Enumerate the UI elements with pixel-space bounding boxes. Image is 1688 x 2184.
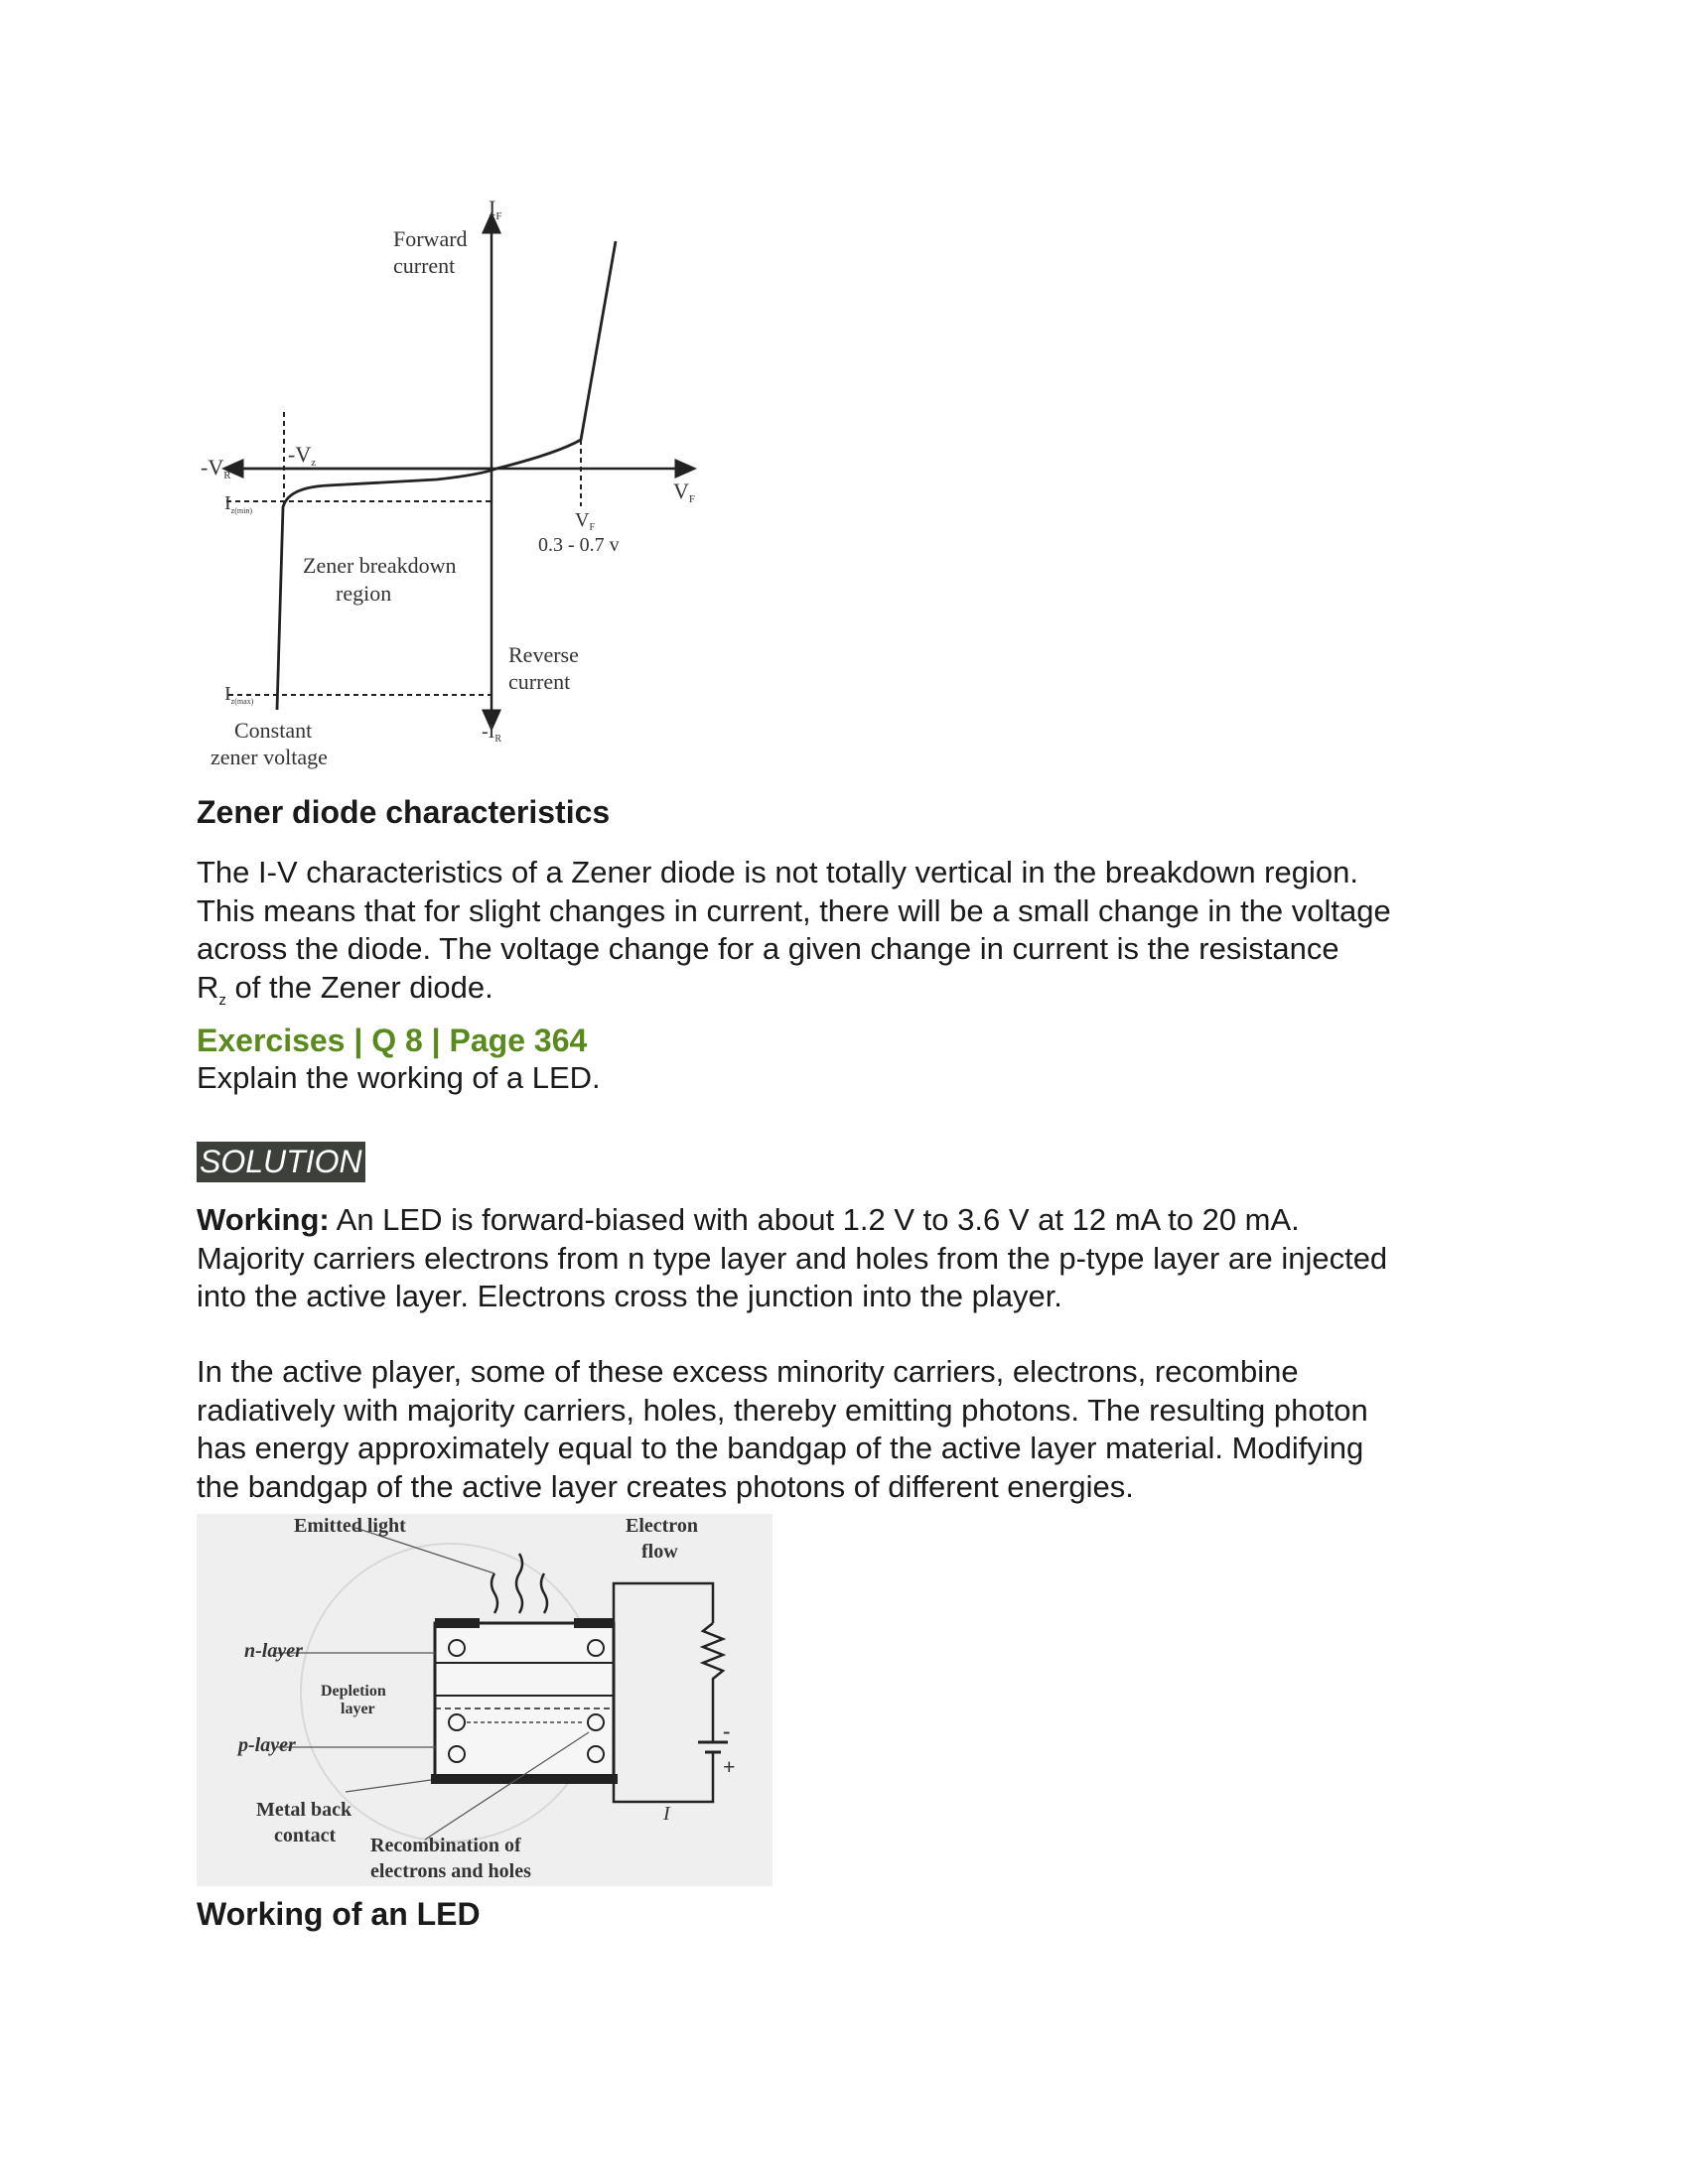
working-paragraph	[197, 1201, 1517, 1316]
recombination-label-1: Recombination of	[370, 1835, 521, 1856]
reverse-current-label-1: Reverse	[508, 642, 579, 667]
led-chip	[435, 1623, 614, 1777]
electron-flow-label-2: flow	[641, 1541, 678, 1563]
p-layer-label: p-layer	[238, 1734, 296, 1756]
working-lead: Working:	[197, 1202, 330, 1237]
depletion-layer-label-1: Depletion	[321, 1683, 386, 1700]
battery-minus-label: -	[723, 1718, 731, 1743]
iv-curve	[277, 241, 616, 710]
izmax-label: $I_{z(max)}$	[224, 683, 254, 706]
zener-para-line-2: This means that for slight changes in current, there will be a small change in the voltage	[197, 892, 1391, 928]
neg-ir-label: $-I_R$	[482, 721, 501, 745]
breakdown-region-label-2: region	[336, 581, 392, 606]
exercise-question: Explain the working of a LED.	[197, 1060, 601, 1095]
recombination-label-2: electrons and holes	[370, 1860, 531, 1882]
depletion-layer-label-2: layer	[341, 1701, 375, 1717]
vf-range-label: 0.3 - 0.7 v	[538, 534, 620, 556]
neg-vz-label: -Vz	[288, 442, 317, 469]
electron-flow-label-1: Electron	[626, 1515, 698, 1537]
emitted-light-label: Emitted light	[294, 1515, 406, 1537]
led-caption: Working of an LED	[197, 1896, 481, 1932]
zener-paragraph	[197, 854, 1507, 1020]
led-working-diagram	[197, 1514, 773, 1886]
reverse-current-label-2: current	[508, 669, 571, 694]
para2-line-1: In the active player, some of these excess minority carriers, electrons, recombine	[197, 1354, 1299, 1389]
zener-para-line-3: across the diode. The voltage change for a given change in current is the resistance	[197, 931, 1339, 966]
solution-label: SOLUTION	[197, 1142, 365, 1182]
zener-characteristics-diagram	[189, 194, 705, 789]
constant-zener-label-2: zener voltage	[211, 745, 328, 769]
working-line-2: Majority carriers electrons from n type layer and holes from the p-type layer are injected	[197, 1240, 1388, 1276]
rz-subscript: z	[218, 991, 226, 1009]
metal-back-contact	[431, 1774, 618, 1784]
forward-current-label-2: current	[393, 253, 456, 278]
working-line-1: An LED is forward-biased with about 1.2 V to 3.6 V at 12 mA to 20 mA.	[329, 1202, 1300, 1237]
n-layer-label: n-layer	[244, 1640, 303, 1662]
para2-line-2: radiatively with majority carriers, holes, thereby emitting photons. The resulting photon	[197, 1392, 1368, 1428]
recombination-paragraph	[197, 1353, 1517, 1506]
current-label: I	[663, 1803, 670, 1825]
y-axis-label: IF	[489, 196, 502, 222]
x-axis-label: VF	[673, 478, 696, 505]
zener-para-line-4: $R_z$ of the Zener diode.	[197, 969, 493, 1009]
forward-current-label-1: Forward	[393, 226, 468, 251]
rz-symbol: R	[197, 969, 219, 1005]
constant-zener-label-1: Constant	[234, 718, 313, 743]
neg-vr-label: -VR	[201, 455, 231, 481]
para2-line-3: has energy approximately equal to the bandgap of the active layer material. Modifying	[197, 1431, 1364, 1465]
working-line-3: into the active layer. Electrons cross the junction into the player.	[197, 1279, 1062, 1313]
izmin-label: $I_{z(min)}$	[224, 492, 252, 515]
zener-para-line-1: The I-V characteristics of a Zener diode is not totally vertical in the breakdown region.	[197, 855, 1358, 889]
metal-back-label-1: Metal back	[256, 1799, 352, 1821]
vf-label: $V_F$	[575, 509, 596, 533]
exercise-reference-link[interactable]: Exercises | Q 8 | Page 364	[197, 1023, 588, 1058]
battery-plus-label: +	[723, 1754, 736, 1779]
breakdown-region-label-1: Zener breakdown	[303, 553, 457, 578]
metal-back-label-2: contact	[274, 1825, 337, 1846]
para2-line-4: the bandgap of the active layer creates photons of different energies.	[197, 1468, 1134, 1504]
zener-caption: Zener diode characteristics	[197, 794, 611, 830]
